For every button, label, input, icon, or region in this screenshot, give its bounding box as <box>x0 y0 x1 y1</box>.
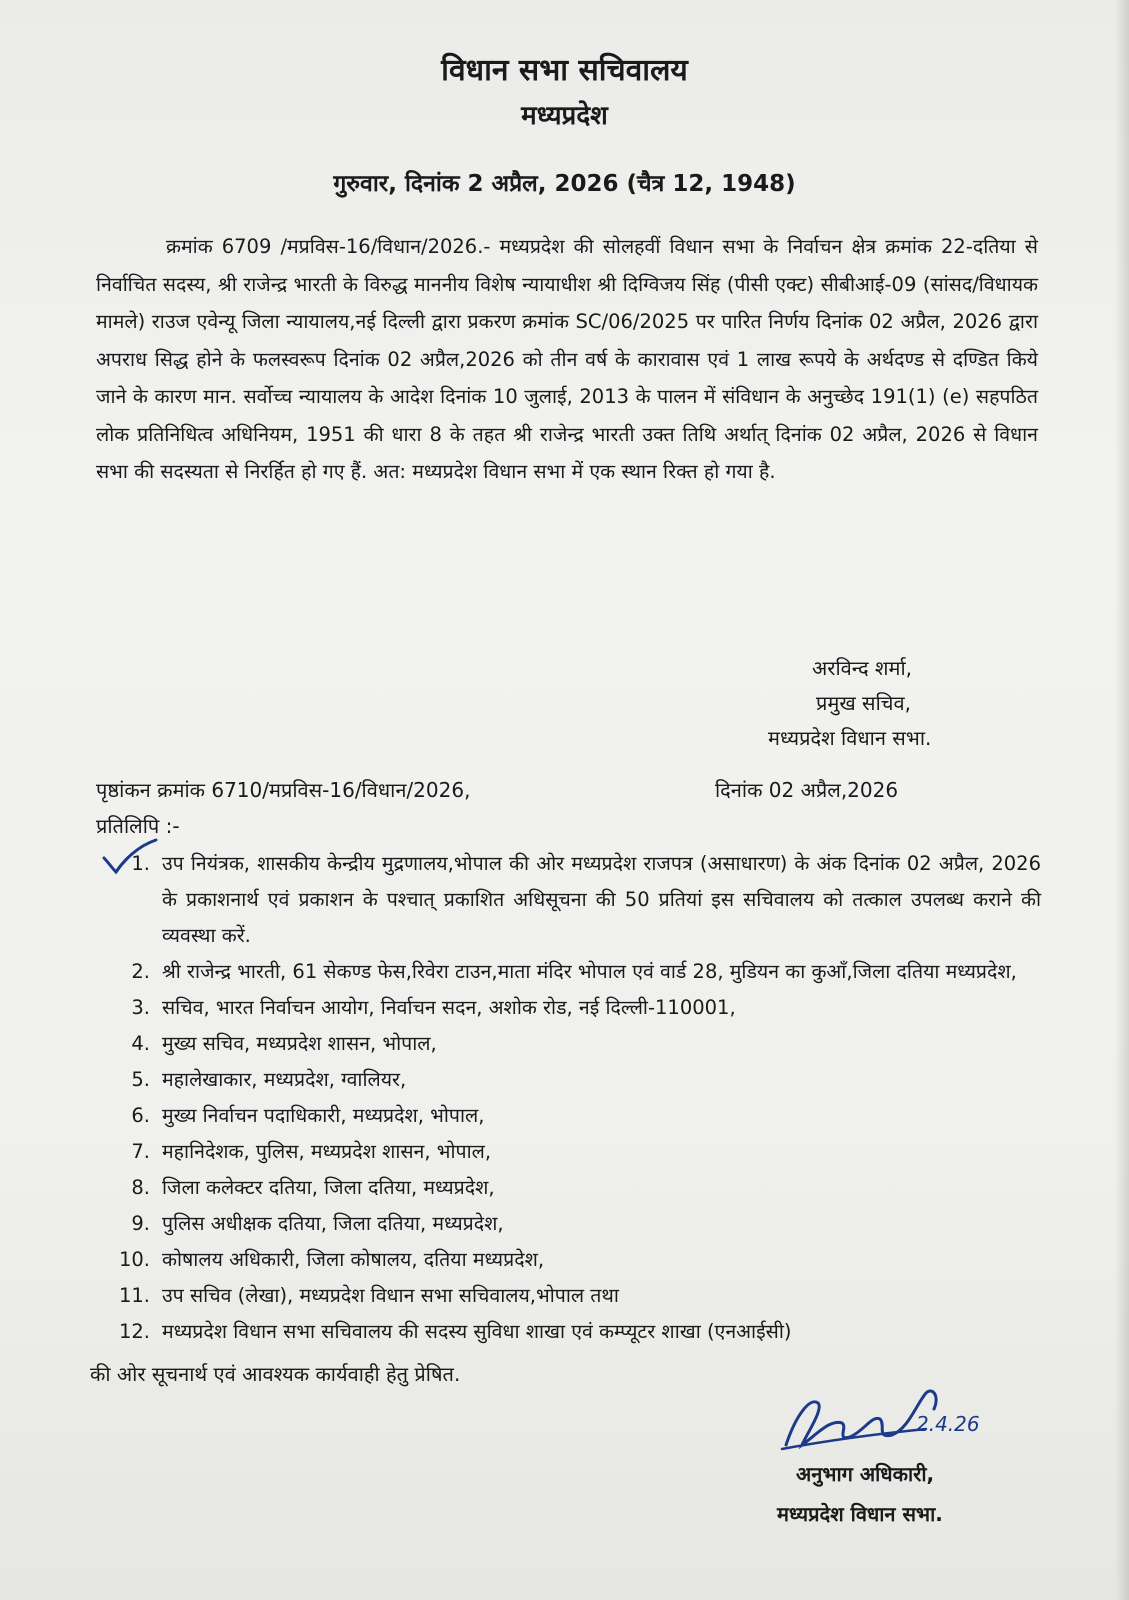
list-item-number: 3. <box>131 996 150 1019</box>
list-item-text: श्री राजेन्द्र भारती, 61 सेकण्ड फेस,रिवेरा टाउन,माता मंदिर भोपाल एवं वार्ड 28, मुडियन का कुआँ,जिला दतिया मध्यप्रदेश, <box>162 960 1017 983</box>
list-item <box>96 1278 1041 1314</box>
list-item-text: मुख्य सचिव, मध्यप्रदेश शासन, भोपाल, <box>162 1032 437 1055</box>
list-item <box>96 954 1041 990</box>
list-item-text: उप सचिव (लेखा), मध्यप्रदेश विधान सभा सचिवालय,भोपाल तथा <box>162 1284 619 1307</box>
date-line: गुरुवार, दिनांक 2 अप्रैल, 2026 (चैत्र 12, 1948) <box>333 171 796 197</box>
list-item-text: मध्यप्रदेश विधान सभा सचिवालय की सदस्य सुविधा शाखा एवं कम्प्यूटर शाखा (एनआईसी) <box>162 1320 792 1343</box>
list-item-text: जिला कलेक्टर दतिया, जिला दतिया, मध्यप्रदेश, <box>162 1176 495 1199</box>
list-item-number: 10. <box>118 1248 150 1271</box>
officer-office: मध्यप्रदेश विधान सभा. <box>777 1502 943 1526</box>
list-item-number: 4. <box>131 1032 150 1055</box>
list-item-number: 12. <box>118 1320 150 1343</box>
state-title: मध्यप्रदेश <box>521 101 608 131</box>
endorsement-ref: पृष्ठांकन क्रमांक 6710/मप्रविस-16/विधान/2026, <box>96 778 471 802</box>
list-item <box>96 846 1041 954</box>
list-item <box>96 1314 1041 1350</box>
list-item-text: महालेखाकार, मध्यप्रदेश, ग्वालियर, <box>162 1068 407 1091</box>
notice-text: क्रमांक 6709 /मप्रविस-16/विधान/2026.- मध्यप्रदेश की सोलहवीं विधान सभा के निर्वाचन क्षेत्र क्रमांक 22-दतिया से निर्वाचित सदस्य, श्री राजेन्द्र भारती के विरुद्ध माननीय विशेष न्यायाधीश श्री दिग्विजय सिंह (पीसी एक्ट) सीबीआई-09 (सांसद/विधायक मामले) राउज एवेन्यू जिला न्यायालय,नई दिल्ली द्वारा प्रकरण क्रमांक SC/06/2025 पर पारित निर्णय दिनांक 02 अप्रैल, 2026 द्वारा अपराध सिद्ध होने के फलस्वरूप दिनांक 02 अप्रैल,2026 को तीन वर्ष के कारावास एवं 1 लाख रूपये के अर्थदण्ड से दण्डित किये जाने के कारण मान. सर्वोच्च न्यायालय के आदेश दिनांक 10 जुलाई, 2013 के पालन में संविधान के अनुच्छेद 191(1) (e) सहपठित लोक प्रतिनिधित्व अधिनियम, 1951 की धारा 8 के तहत श्री राजेन्द्र भारती उक्त तिथि अर्थात् दिनांक 02 अप्रैल, 2026 से विधान सभा की सदस्यता से निरर्हित हो गए हैं. अत: मध्यप्रदेश विधान सभा में एक स्थान रिक्त हो गया है. <box>96 235 1038 483</box>
page-edge-shadow <box>1115 0 1129 1600</box>
handwritten-signature <box>776 1375 1016 1465</box>
list-item-text: उप नियंत्रक, शासकीय केन्द्रीय मुद्रणालय,भोपाल की ओर मध्यप्रदेश राजपत्र (असाधारण) के अंक दिनांक 02 अप्रैल, 2026 के प्रकाशनार्थ एवं प्रकाशन के पश्चात् प्रकाशित अधिसूचना की 50 प्रतियां इस सचिवालय को तत्काल उपलब्ध कराने की व्यवस्था करें. <box>162 852 1041 947</box>
list-item-text: कोषालय अधिकारी, जिला कोषालय, दतिया मध्यप्रदेश, <box>162 1248 545 1271</box>
copy-list <box>96 846 1041 1350</box>
endorsement-date: दिनांक 02 अप्रैल,2026 <box>715 778 899 802</box>
list-item-number: 2. <box>131 960 150 983</box>
officer-designation: अनुभाग अधिकारी, <box>796 1462 935 1486</box>
signatory-office: मध्यप्रदेश विधान सभा. <box>768 726 932 750</box>
list-item-number: 7. <box>131 1140 150 1163</box>
list-item-number: 11. <box>118 1284 150 1307</box>
signature-date: 2.4.26 <box>916 1412 980 1436</box>
list-item-number: 1. <box>131 852 150 875</box>
list-item <box>96 990 1041 1026</box>
list-item <box>96 1242 1041 1278</box>
signatory-name: अरविन्द शर्मा, <box>812 656 913 680</box>
closing-line: की ओर सूचनार्थ एवं आवश्यक कार्यवाही हेतु प्रेषित. <box>90 1362 461 1386</box>
list-item-text: सचिव, भारत निर्वाचन आयोग, निर्वाचन सदन, अशोक रोड, नई दिल्ली-110001, <box>162 996 736 1019</box>
list-item-number: 6. <box>131 1104 150 1127</box>
list-item <box>96 1134 1041 1170</box>
notice-paragraph <box>96 228 1038 491</box>
list-item-text: पुलिस अधीक्षक दतिया, जिला दतिया, मध्यप्रदेश, <box>162 1212 504 1235</box>
signatory-designation: प्रमुख सचिव, <box>816 691 911 715</box>
list-item <box>96 1062 1041 1098</box>
list-item-number: 9. <box>131 1212 150 1235</box>
list-item-number: 5. <box>131 1068 150 1091</box>
list-item <box>96 1026 1041 1062</box>
list-item-number: 8. <box>131 1176 150 1199</box>
list-item <box>96 1170 1041 1206</box>
list-item <box>96 1206 1041 1242</box>
org-title: विधान सभा सचिवालय <box>441 53 688 88</box>
copy-label: प्रतिलिपि :- <box>96 814 180 838</box>
list-item <box>96 1098 1041 1134</box>
list-item-text: महानिदेशक, पुलिस, मध्यप्रदेश शासन, भोपाल, <box>162 1140 492 1163</box>
list-item-text: मुख्य निर्वाचन पदाधिकारी, मध्यप्रदेश, भोपाल, <box>162 1104 485 1127</box>
